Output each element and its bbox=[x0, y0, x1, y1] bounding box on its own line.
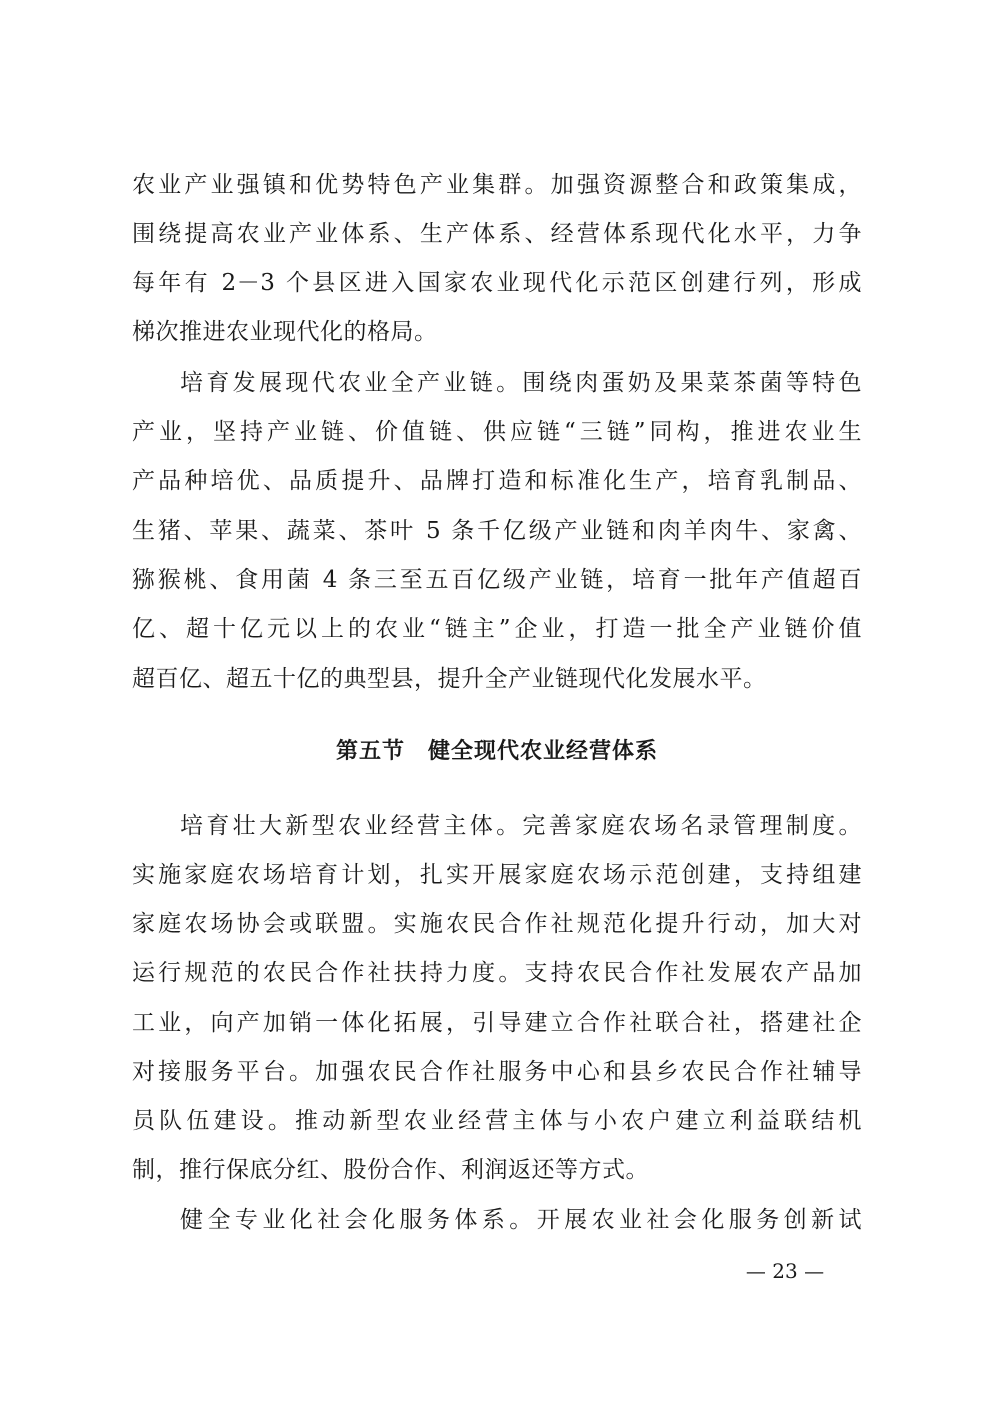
text-line: 对接服务平台。加强农民合作社服务中心和县乡农民合作社辅导 bbox=[132, 1059, 862, 1085]
text-line: 员队伍建设。推动新型农业经营主体与小农户建立利益联结机 bbox=[132, 1108, 862, 1134]
text-line: 产品种培优、品质提升、品牌打造和标准化生产，培育乳制品、 bbox=[132, 468, 862, 494]
text-line: 超百亿、超五十亿的典型县，提升全产业链现代化发展水平。 bbox=[132, 666, 767, 692]
text-line: 制，推行保底分红、股份合作、利润返还等方式。 bbox=[132, 1157, 649, 1183]
text-line: 生猪、苹果、蔬菜、茶叶 5 条千亿级产业链和肉羊肉牛、家禽、 bbox=[132, 518, 862, 544]
text-line: 培育发展现代农业全产业链。围绕肉蛋奶及果菜茶菌等特色 bbox=[180, 370, 862, 396]
text-line: 健全专业化社会化服务体系。开展农业社会化服务创新试 bbox=[180, 1207, 862, 1233]
text-line: 家庭农场协会或联盟。实施农民合作社规范化提升行动，加大对 bbox=[132, 911, 862, 937]
text-line: 运行规范的农民合作社扶持力度。支持农民合作社发展农产品加 bbox=[132, 960, 862, 986]
text-line: 梯次推进农业现代化的格局。 bbox=[132, 319, 438, 345]
text-line: 实施家庭农场培育计划，扎实开展家庭农场示范创建，支持组建 bbox=[132, 862, 862, 888]
text-line: 猕猴桃、食用菌 4 条三至五百亿级产业链，培育一批年产值超百 bbox=[132, 567, 862, 593]
page-number: — 23 — bbox=[745, 1259, 825, 1283]
text-line: 工业，向产加销一体化拓展，引导建立合作社联合社，搭建社企 bbox=[132, 1010, 862, 1036]
text-line: 围绕提高农业产业体系、生产体系、经营体系现代化水平，力争 bbox=[132, 221, 862, 247]
text-line: 培育壮大新型农业经营主体。完善家庭农场名录管理制度。 bbox=[180, 813, 862, 839]
text-line: 农业产业强镇和优势特色产业集群。加强资源整合和政策集成， bbox=[132, 172, 862, 198]
text-line: 产业，坚持产业链、价值链、供应链“三链”同构，推进农业生 bbox=[132, 419, 862, 445]
section-title: 第五节 健全现代农业经营体系 bbox=[335, 739, 658, 764]
text-line: 亿、超十亿元以上的农业“链主”企业，打造一批全产业链价值 bbox=[132, 616, 862, 642]
text-line: 每年有 2－3 个县区进入国家农业现代化示范区创建行列，形成 bbox=[132, 270, 862, 296]
